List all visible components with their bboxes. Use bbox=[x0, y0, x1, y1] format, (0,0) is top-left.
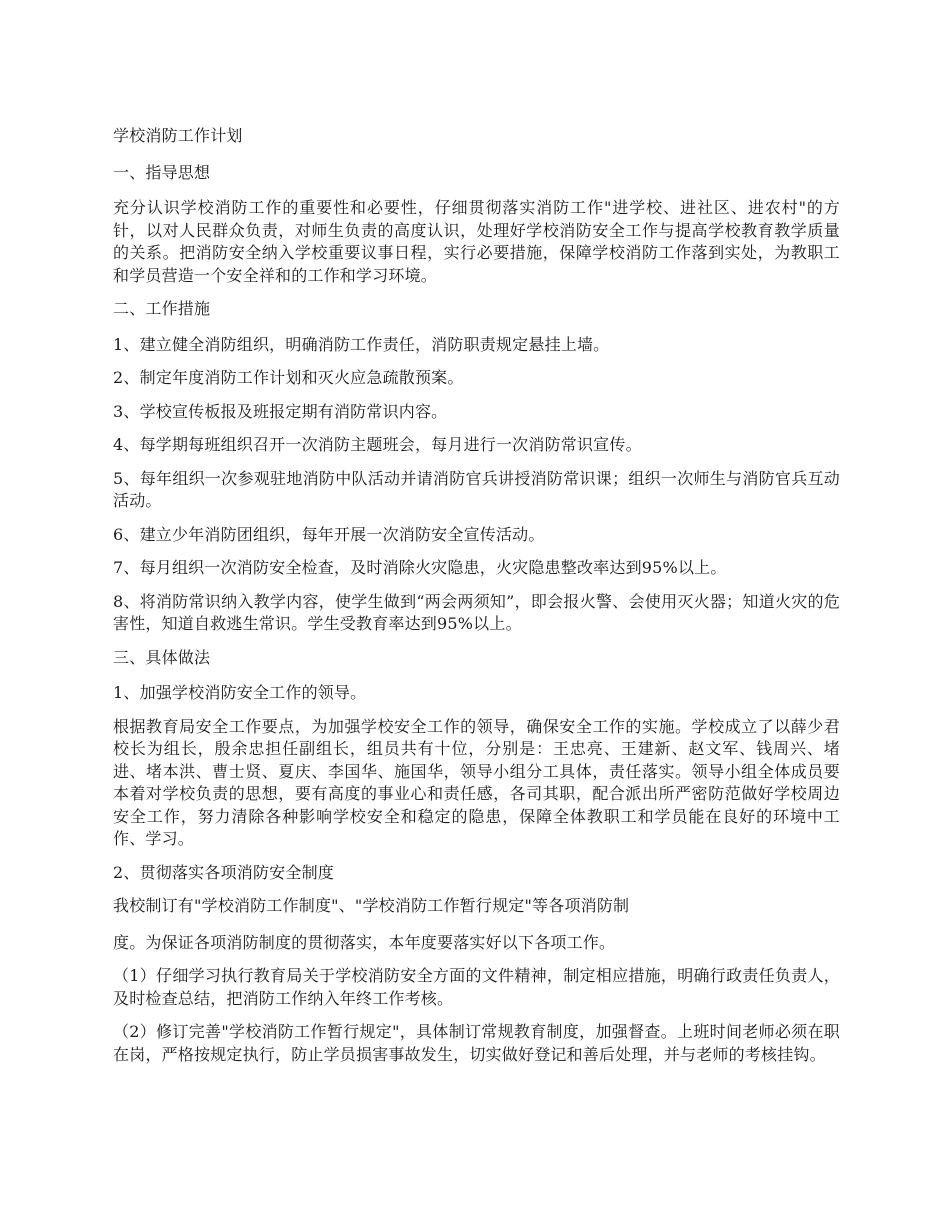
section-heading-specific-methods: 三、具体做法 bbox=[113, 647, 211, 667]
measure-item-4: 4、每学期每班组织召开一次消防主题班会，每月进行一次消防常识宣传。 bbox=[113, 435, 642, 454]
paragraph-guiding-thought: 充分认识学校消防工作的重要性和必要性，仔细贯彻落实消防工作"进学校、进社区、进农村"的方针，以对人民群众负责，对师生负责的高度认识，处理好学校消防安全工作与提高学校教育教学质量的关系。把消防安全纳入学校重要议事日程，实行必要措施，保障学校消防工作落到实处，为教职工和学员营造一个安全祥和的工作和学习环境。 bbox=[113, 198, 840, 285]
measure-item-8: 8、将消防常识纳入教学内容，使学生做到“两会两须知”，即会报火警、会使用灭火器；知道火灾的危害性，知道自救逃生常识。学生受教育率达到95%以上。 bbox=[113, 591, 840, 633]
section-heading-guiding-thought: 一、指导思想 bbox=[113, 162, 211, 182]
measure-item-1: 1、建立健全消防组织，明确消防工作责任，消防职责规定悬挂上墙。 bbox=[113, 334, 610, 354]
regulation-item-1: （1）仔细学习执行教育局关于学校消防安全方面的文件精神，制定相应措施，明确行政责任负责人，及时检查总结，把消防工作纳入年终工作考核。 bbox=[113, 966, 840, 1008]
measure-item-5: 5、每年组织一次参观驻地消防中队活动并请消防官兵讲授消防常识课；组织一次师生与消防官兵互动活动。 bbox=[113, 468, 840, 510]
document-title: 学校消防工作计划 bbox=[113, 126, 243, 145]
measure-item-2: 2、制定年度消防工作计划和灭火应急疏散预案。 bbox=[113, 368, 464, 387]
paragraph-regulations-line-1: 我校制订有"学校消防工作制度"、"学校消防工作暂行规定"等各项消防制 bbox=[113, 896, 630, 915]
paragraph-leadership: 根据教育局安全工作要点，为加强学校安全工作的领导，确保安全工作的实施。学校成立了以薛少君校长为组长，殷余忠担任副组长，组员共有十位，分别是：王忠亮、王建新、赵文军、钱周兴、堵进、堵本洪、曹士贤、夏庆、李国华、施国华，领导小组分工具体，责任落实。领导小组全体成员要本着对学校负责的思想，要有高度的事业心和责任感，各司其职，配合派出所严密防范做好学校周边安全工作，努力清除各种影响学校安全和稳定的隐患，保障全体教职工和学员能在良好的环境中工作、学习。 bbox=[113, 716, 840, 848]
method-heading-2: 2、贯彻落实各项消防安全制度 bbox=[113, 862, 334, 882]
measure-item-7: 7、每月组织一次消防安全检查，及时消除火灾隐患，火灾隐患整改率达到95%以上。 bbox=[113, 558, 727, 577]
regulation-item-2: （2）修订完善"学校消防工作暂行规定"，具体制订常规教育制度，加强督查。上班时间老师必须在职在岗，严格按规定执行，防止学员损害事故发生，切实做好登记和善后处理，并与老师的考核挂钩。 bbox=[113, 1022, 840, 1064]
measure-item-6: 6、建立少年消防团组织，每年开展一次消防安全宣传活动。 bbox=[113, 524, 545, 544]
measure-item-3: 3、学校宣传板报及班报定期有消防常识内容。 bbox=[113, 401, 448, 421]
paragraph-regulations-line-2: 度。为保证各项消防制度的贯彻落实，本年度要落实好以下各项工作。 bbox=[113, 932, 616, 952]
method-heading-1: 1、加强学校消防安全工作的领导。 bbox=[113, 683, 367, 702]
section-heading-work-measures: 二、工作措施 bbox=[113, 299, 211, 318]
document-page bbox=[113, 125, 840, 1077]
